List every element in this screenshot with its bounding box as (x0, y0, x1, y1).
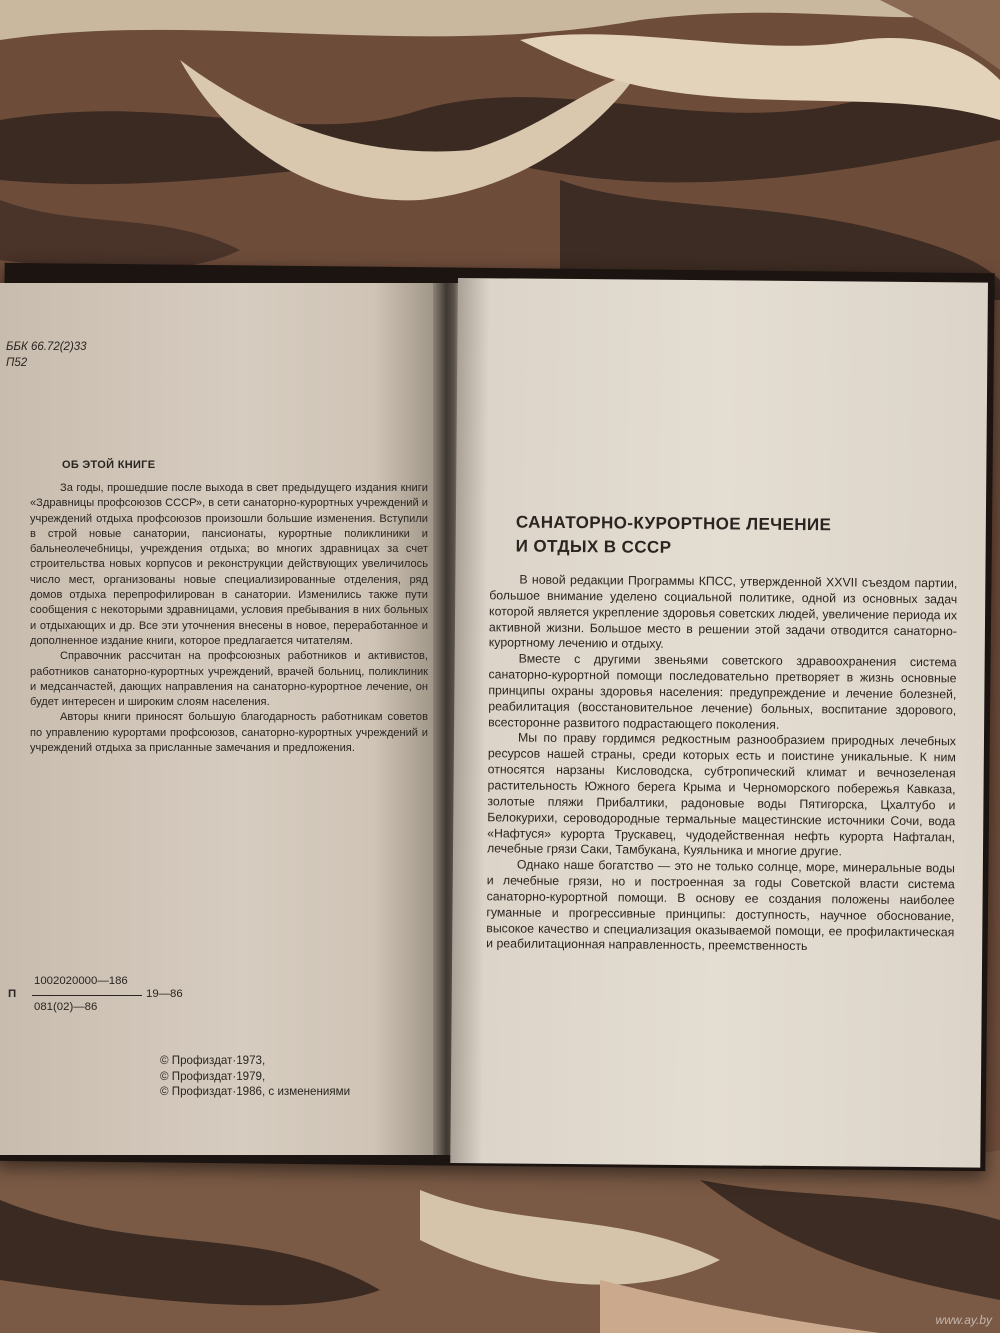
copyright-line: © Профиздат·1986, с изменениями (160, 1085, 351, 1099)
right-page (450, 278, 988, 1168)
index-numerator: 1002020000—186 (34, 975, 128, 987)
copyright-line: © Профиздат·1973, (160, 1054, 266, 1067)
paragraph: За годы, прошедшие после выхода в свет предыдущего издания книги «Здравницы профсоюзов СССР», в сети санаторно-курортных учреждений и учреждений отдыха профсоюзов произошли большие изменения. Вступили в строй новые санатории, пансионаты, курортные поликлиники и бальнеолечебницы, учреждения отдыха; во многих здравницах за счет строительства новых корпусов и реконструкции действующих увеличилось число мест, организованы новые специализированные отделения, ряд домов отдыха перепрофилирован в санатории. Изменились также пути сообщения с некоторыми здравницами, условия пребывания в них больных и отдыхающих и др. Все эти уточнения внесены в новое, переработанное и дополненное издание книги, которое предлагается читателям. (30, 482, 428, 647)
paragraph: Авторы книги приносят большую благодарность работникам советов по управлению курортами профсоюзов, санаторно-курортных учреждений и учреждений отдыха за присланные замечания и предложения. (30, 711, 428, 755)
section-title: ОБ ЭТОЙ КНИГЕ (62, 459, 156, 471)
index-letter: П (8, 988, 17, 1000)
index-denominator: 081(02)—86 (34, 1001, 98, 1013)
copyright-block (160, 1053, 350, 1100)
bbk-line-2: П52 (6, 357, 28, 369)
chapter-title-line-1: САНАТОРНО-КУРОРТНОЕ ЛЕЧЕНИЕ (515, 512, 832, 535)
paragraph: В новой редакции Программы КПСС, утвержденной XXVII съездом партии, большое внимание уделено социальной политике, одной из основных задач которой является укрепление здоровья советских людей, увеличение периода их активной жизни. Большое место в решении этой задачи отводится санаторно-курортному лечению и отдыху. (488, 572, 958, 652)
index-suffix: 19—86 (146, 988, 183, 1000)
chapter-title-line-2: И ОТДЫХ В СССР (515, 536, 672, 557)
chapter-title (516, 511, 986, 563)
left-page-body (30, 481, 428, 756)
right-page-body (486, 572, 957, 956)
paragraph: Мы по праву гордимся редкостным разнообразием природных лечебных ресурсов нашей страны, среди которых есть и поистине уникальные. К ним относятся нарзаны Кисловодска, субтропический климат и вечнозеленая растительность Южного берега Крыма и Черноморского побережья Кавказа, золотые пляжи Прибалтики, радоновые воды Пятигорска, Цхалтубо и Белокурихи, сероводородные термальные мацестинские источники Сочи, вода «Нафтуся» курорта Трускавец, чудодейственная нефть курорта Нафталан, лечебные грязи Саки, Тамбукана, Куяльника и многие другие. (486, 730, 957, 859)
paragraph: Вместе с другими звеньями советского здравоохранения система санаторно-курортной помощи последовательно претворяет в жизнь основные принципы охраны здоровья населения: предупреждение и лечение болезней, реабилитация (восстановительное лечение) больных, воспитание здорового, всесторонне развитого подрастающего поколения. (488, 651, 957, 732)
bbk-code (6, 339, 87, 371)
paragraph: Однако наше богатство — это не только солнце, море, минеральные воды и лечебные грязи, но и построенная за годы Советской власти система санаторно-курортной помощи. В основу ее создания положены наиболее гуманные и прогрессивные принципы: доступность, научное обоснование, высокое качество и специализация оказываемой помощи, ее профилактическая и реабилитационная направленность, преемственность (486, 857, 955, 954)
copyright-line: © Профиздат·1979, (160, 1069, 266, 1083)
paragraph: Справочник рассчитан на профсоюзных работников и активистов, работников санаторно-курортных учреждений, врачей больниц, поликлиник и медсанчастей, дающих направления на санаторно-курортное лечение, он будет интересен и широким слоям населения. (30, 650, 428, 709)
watermark: www.ay.by (935, 1313, 992, 1327)
left-page (0, 283, 440, 1155)
bbk-line-1: ББК 66.72(2)33 (6, 341, 87, 353)
fraction-rule (32, 995, 142, 996)
